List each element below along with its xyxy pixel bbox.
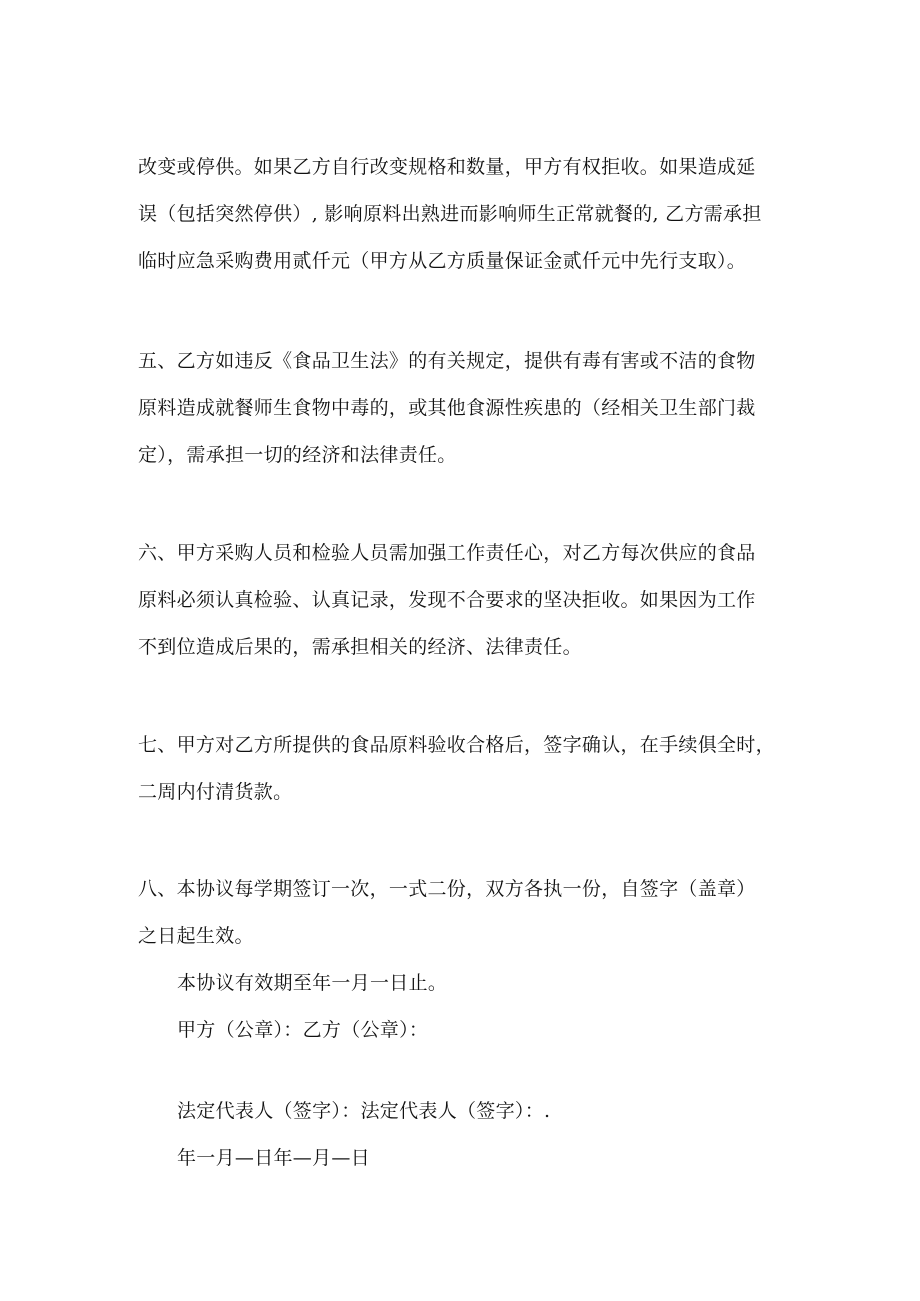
text-line: 之日起生效。 [138, 925, 254, 947]
text-line: 年一月—日年—月—日 [177, 1147, 371, 1169]
clause-paragraph-8 [138, 866, 828, 960]
text-line: 本协议有效期至年一月一日止。 [177, 972, 448, 994]
clause-paragraph-6 [138, 530, 828, 671]
text-line: 甲方（公章）：乙方（公章）： [177, 1019, 429, 1041]
text-line: 八、本协议每学期签订一次，一式二份，双方各执一份，自签字（盖章） [138, 878, 756, 900]
signing-date-line [177, 1135, 867, 1182]
text-line: 二周内付清货款。 [138, 781, 293, 803]
text-line: 原料造成就餐师生食物中毒的，或其他食源性疾患的（经相关卫生部门裁 [138, 397, 756, 419]
validity-period-line [177, 960, 867, 1007]
text-line: 误（包括突然停供）, 影响原料出熟进而影响师生正常就餐的, 乙方需承担 [138, 203, 762, 225]
text-line: 定），需承担一切的经济和法律责任。 [138, 444, 457, 466]
clause-paragraph-continuation [138, 144, 828, 285]
text-line: 六、甲方采购人员和检验人员需加强工作责任心，对乙方每次供应的食品 [138, 542, 756, 564]
text-line: 五、乙方如违反《食品卫生法》的有关规定，提供有毒有害或不洁的食物 [138, 350, 756, 372]
text-line: 临时应急采购费用贰仟元（甲方从乙方质量保证金贰仟元中先行支取）。 [138, 250, 747, 272]
text-line: 不到位造成后果的，需承担相关的经济、法律责任。 [138, 636, 582, 658]
text-line: 改变或停供。如果乙方自行改变规格和数量，甲方有权拒收。如果造成延 [138, 156, 756, 178]
text-line: 原料必须认真检验、认真记录，发现不合要求的坚决拒收。如果因为工作 [138, 589, 756, 611]
legal-representative-line [177, 1088, 867, 1135]
text-line: 七、甲方对乙方所提供的食品原料验收合格后，签字确认，在手续俱全时， [138, 734, 775, 756]
clause-paragraph-7 [138, 722, 828, 816]
text-line: 法定代表人（签字）：法定代表人（签字）：. [177, 1100, 551, 1122]
clause-paragraph-5 [138, 338, 828, 479]
party-seal-line [177, 1007, 867, 1054]
